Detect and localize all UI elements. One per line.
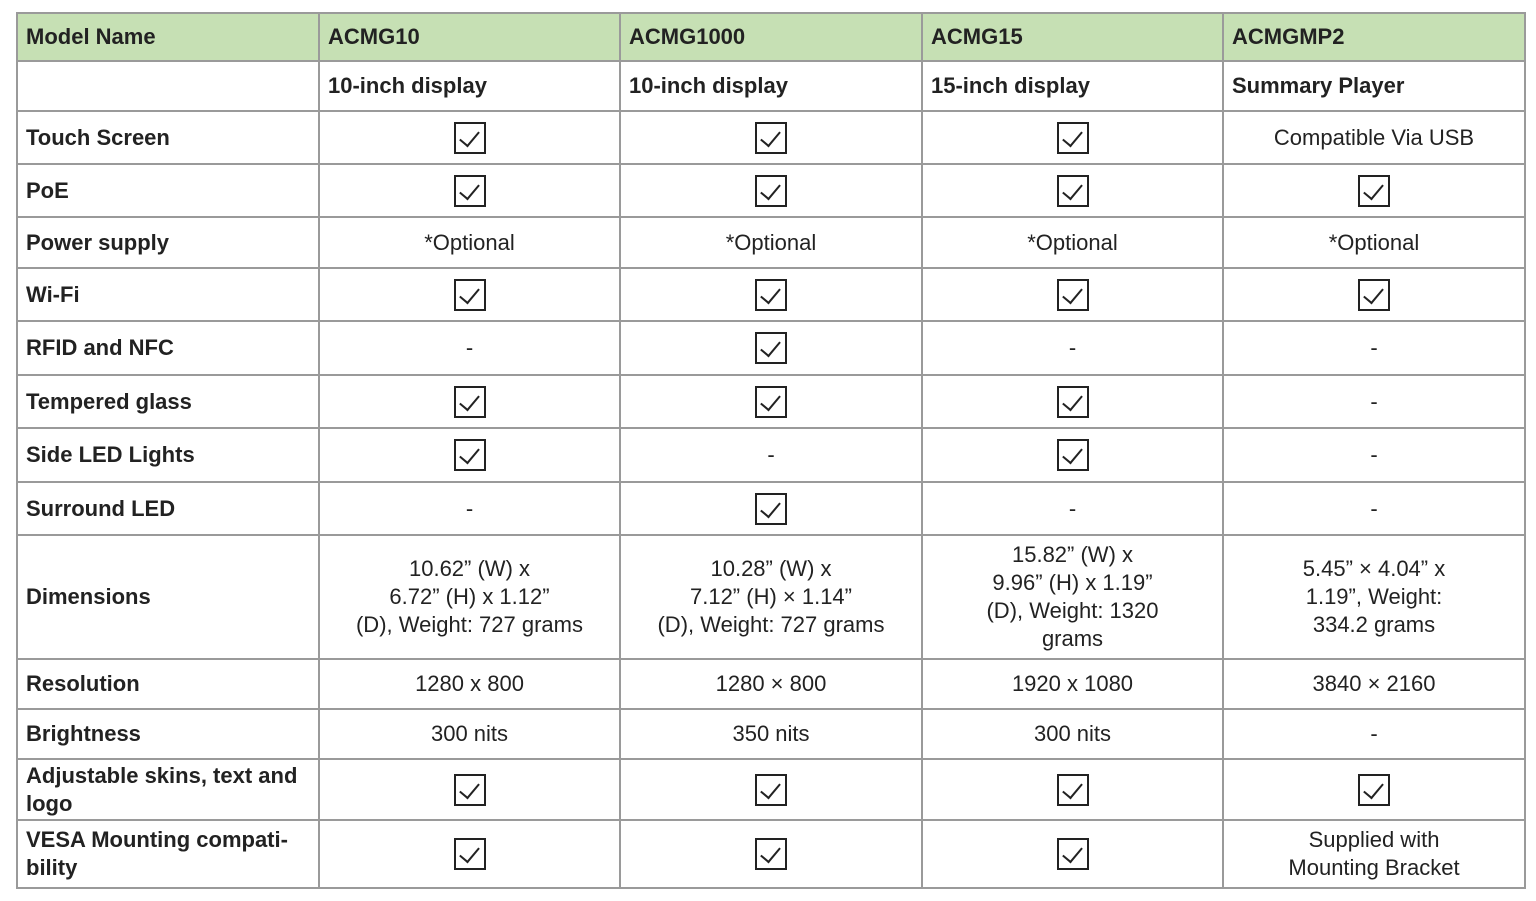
row-label: Power supply: [17, 217, 319, 268]
header-cell-acmg10: ACMG10: [319, 13, 620, 61]
checkbox-checked-icon: [755, 493, 787, 525]
checkbox-checked-icon: [1057, 838, 1089, 870]
cell-line: (D), Weight: 727 grams: [355, 612, 583, 637]
table-cell: [620, 164, 922, 217]
checkbox-checked-icon: [454, 774, 486, 806]
checkbox-checked-icon: [755, 279, 787, 311]
cell-line: 9.96” (H) x 1.19”: [992, 570, 1153, 595]
cell-line: 7.12” (H) × 1.14”: [689, 584, 852, 609]
table-cell: [922, 535, 1223, 659]
table-cell: [319, 375, 620, 428]
subheader-row: [17, 61, 1525, 111]
row-label: Side LED Lights: [17, 428, 319, 482]
checkbox-checked-icon: [1057, 774, 1089, 806]
cell-line: Supplied with: [1308, 827, 1440, 852]
table-cell: -: [922, 321, 1223, 375]
checkbox-checked-icon: [1057, 439, 1089, 471]
table-cell: [922, 268, 1223, 321]
table-cell: -: [319, 482, 620, 535]
checkbox-checked-icon: [755, 386, 787, 418]
table-cell: [1223, 820, 1525, 888]
checkbox-checked-icon: [454, 122, 486, 154]
checkbox-checked-icon: [454, 439, 486, 471]
table-cell: -: [1223, 375, 1525, 428]
table-row: [17, 759, 1525, 820]
checkbox-checked-icon: [1358, 774, 1390, 806]
row-label-line: bility: [26, 855, 78, 880]
cell-line: 15.82” (W) x: [1011, 542, 1134, 567]
checkbox-checked-icon: [755, 122, 787, 154]
checkbox-checked-icon: [1057, 122, 1089, 154]
checkbox-checked-icon: [755, 175, 787, 207]
table-cell: [1223, 535, 1525, 659]
checkbox-checked-icon: [1057, 386, 1089, 418]
header-row: [17, 13, 1525, 61]
checkbox-checked-icon: [1057, 279, 1089, 311]
table-cell: -: [922, 482, 1223, 535]
table-cell: 3840 × 2160: [1223, 659, 1525, 709]
cell-line: (D), Weight: 727 grams: [657, 612, 885, 637]
table-cell: -: [1223, 321, 1525, 375]
row-label-line: Adjustable skins, text and: [26, 762, 298, 788]
table-cell: [922, 759, 1223, 820]
checkbox-checked-icon: [755, 332, 787, 364]
table-cell: *Optional: [1223, 217, 1525, 268]
header-cell-acmg15: ACMG15: [922, 13, 1223, 61]
cell-line: Mounting Bracket: [1288, 855, 1460, 880]
table-row: [17, 321, 1525, 375]
table-cell: [319, 535, 620, 659]
table-cell: [319, 111, 620, 164]
row-label: [17, 759, 319, 820]
checkbox-checked-icon: [454, 838, 486, 870]
checkbox-checked-icon: [755, 774, 787, 806]
table-cell: [922, 428, 1223, 482]
table-body: [17, 61, 1525, 888]
cell-line: 334.2 grams: [1312, 612, 1436, 637]
table-cell: -: [319, 321, 620, 375]
table-cell: -: [620, 428, 922, 482]
table-cell: -: [1223, 709, 1525, 759]
table-cell: [319, 759, 620, 820]
table-cell: 300 nits: [922, 709, 1223, 759]
subheader-cell: 15-inch display: [922, 61, 1223, 111]
table-row: [17, 268, 1525, 321]
checkbox-checked-icon: [454, 386, 486, 418]
table-cell: [620, 321, 922, 375]
table-cell: *Optional: [620, 217, 922, 268]
table-cell: [620, 759, 922, 820]
table-row: [17, 217, 1525, 268]
row-label: Resolution: [17, 659, 319, 709]
table-cell: [620, 375, 922, 428]
table-cell: -: [1223, 428, 1525, 482]
cell-line: 5.45” × 4.04” x: [1302, 556, 1446, 581]
row-label: Surround LED: [17, 482, 319, 535]
table-cell: [922, 820, 1223, 888]
table-cell: Compatible Via USB: [1223, 111, 1525, 164]
table-row: [17, 111, 1525, 164]
table-cell: [620, 820, 922, 888]
table-cell: [620, 268, 922, 321]
table-row: [17, 535, 1525, 659]
row-label: Touch Screen: [17, 111, 319, 164]
table-cell: [922, 164, 1223, 217]
row-label: Tempered glass: [17, 375, 319, 428]
row-label: Brightness: [17, 709, 319, 759]
cell-line: grams: [1041, 626, 1104, 651]
table-cell: *Optional: [922, 217, 1223, 268]
table-cell: [1223, 759, 1525, 820]
table-cell: [620, 111, 922, 164]
row-label: Dimensions: [17, 535, 319, 659]
table-cell: 1280 × 800: [620, 659, 922, 709]
table-cell: [319, 268, 620, 321]
table-cell: 1920 x 1080: [922, 659, 1223, 709]
header-cell-acmg1000: ACMG1000: [620, 13, 922, 61]
table-cell: 300 nits: [319, 709, 620, 759]
checkbox-checked-icon: [454, 279, 486, 311]
row-label-line: logo: [26, 790, 73, 816]
subheader-cell: [17, 61, 319, 111]
cell-line: (D), Weight: 1320: [986, 598, 1159, 623]
checkbox-checked-icon: [1358, 279, 1390, 311]
table-cell: [922, 375, 1223, 428]
cell-line: 1.19”, Weight:: [1305, 584, 1443, 609]
table-cell: [1223, 164, 1525, 217]
row-label: PoE: [17, 164, 319, 217]
table-row: [17, 709, 1525, 759]
table-cell: [319, 428, 620, 482]
cell-line: 10.28” (W) x: [710, 556, 832, 581]
table-row: [17, 164, 1525, 217]
table-cell: [1223, 268, 1525, 321]
table-cell: -: [1223, 482, 1525, 535]
subheader-cell: 10-inch display: [620, 61, 922, 111]
cell-line: 6.72” (H) x 1.12”: [389, 584, 550, 609]
table-row: [17, 820, 1525, 888]
row-label: RFID and NFC: [17, 321, 319, 375]
table-cell: [620, 482, 922, 535]
checkbox-checked-icon: [755, 838, 787, 870]
table-row: [17, 428, 1525, 482]
table-cell: 1280 x 800: [319, 659, 620, 709]
table-cell: 350 nits: [620, 709, 922, 759]
checkbox-checked-icon: [454, 175, 486, 207]
table-cell: [620, 535, 922, 659]
table-header: [17, 13, 1525, 61]
cell-line: 10.62” (W) x: [408, 556, 531, 581]
header-cell-acmgmp2: ACMGMP2: [1223, 13, 1525, 61]
header-cell-model-name: Model Name: [17, 13, 319, 61]
table-row: [17, 375, 1525, 428]
checkbox-checked-icon: [1358, 175, 1390, 207]
subheader-cell: Summary Player: [1223, 61, 1525, 111]
row-label-line: VESA Mounting compati-: [26, 827, 288, 852]
table-row: [17, 659, 1525, 709]
row-label: [17, 820, 319, 888]
table-cell: [922, 111, 1223, 164]
table-cell: [319, 820, 620, 888]
spec-table: [16, 12, 1526, 889]
checkbox-checked-icon: [1057, 175, 1089, 207]
table-cell: [319, 164, 620, 217]
subheader-cell: 10-inch display: [319, 61, 620, 111]
row-label: Wi-Fi: [17, 268, 319, 321]
table-row: [17, 482, 1525, 535]
table-cell: *Optional: [319, 217, 620, 268]
